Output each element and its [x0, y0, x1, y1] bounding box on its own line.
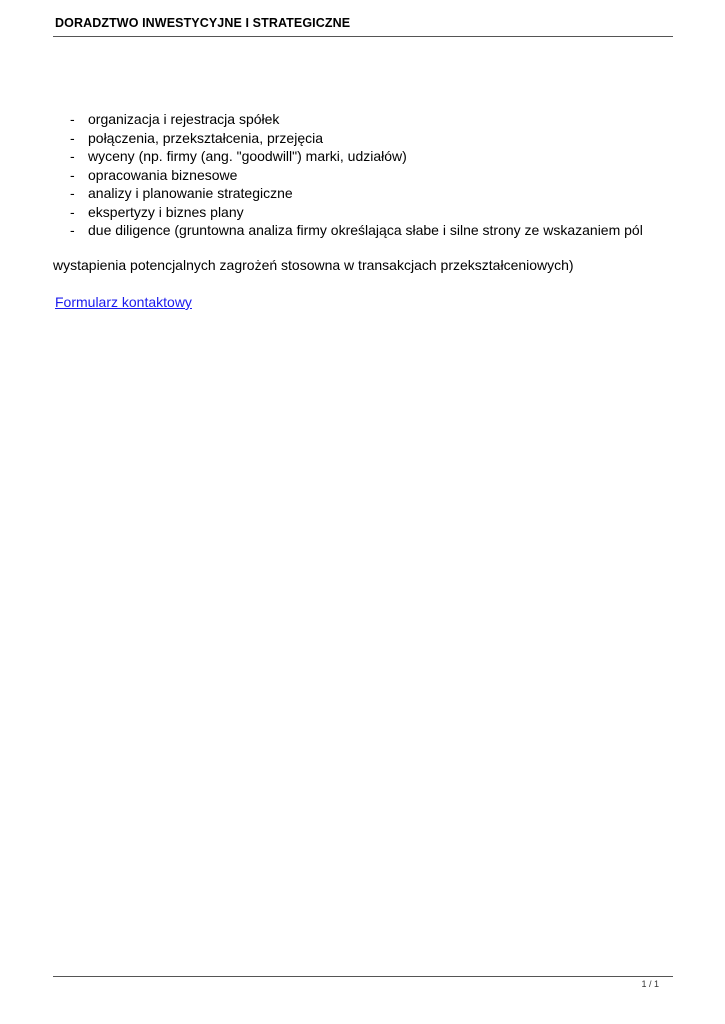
list-bullet: - [70, 185, 75, 201]
list-item-text: połączenia, przekształcenia, przejęcia [88, 129, 324, 146]
page-header [53, 14, 673, 37]
list-item-text: wyceny (np. firmy (ang. "goodwill") marki, udziałów) [88, 148, 407, 164]
list-item [70, 203, 643, 222]
list-item [70, 166, 643, 185]
list-bullet: - [70, 148, 75, 164]
list-item-text: due diligence (gruntowna analiza firmy określająca słabe i silne strony ze wskazaniem pól [88, 222, 643, 238]
continuation-paragraph: wystapienia potencjalnych zagrożeń stosowna w transakcjach przekształceniowych) [53, 257, 574, 273]
list-item [70, 147, 643, 166]
list-bullet: - [70, 111, 75, 127]
list-item-text: ekspertyzy i biznes plany [88, 203, 244, 220]
list-bullet: - [70, 203, 75, 220]
list-item-text: organizacja i rejestracja spółek [88, 111, 280, 127]
list-bullet: - [70, 222, 75, 238]
list-item [70, 110, 643, 129]
list-item [70, 184, 643, 203]
list-item [70, 221, 643, 240]
list-bullet: - [70, 129, 75, 146]
page-title: DORADZTWO INWESTYCYJNE I STRATEGICZNE [55, 16, 351, 30]
services-list [70, 110, 643, 240]
list-bullet: - [70, 166, 75, 183]
list-item-text: analizy i planowanie strategiczne [88, 185, 293, 201]
list-item [70, 129, 643, 148]
page-footer [53, 976, 673, 989]
page-number: 1 / 1 [641, 979, 659, 989]
contact-form-link[interactable]: Formularz kontaktowy [55, 294, 192, 310]
list-item-text: opracowania biznesowe [88, 166, 238, 183]
